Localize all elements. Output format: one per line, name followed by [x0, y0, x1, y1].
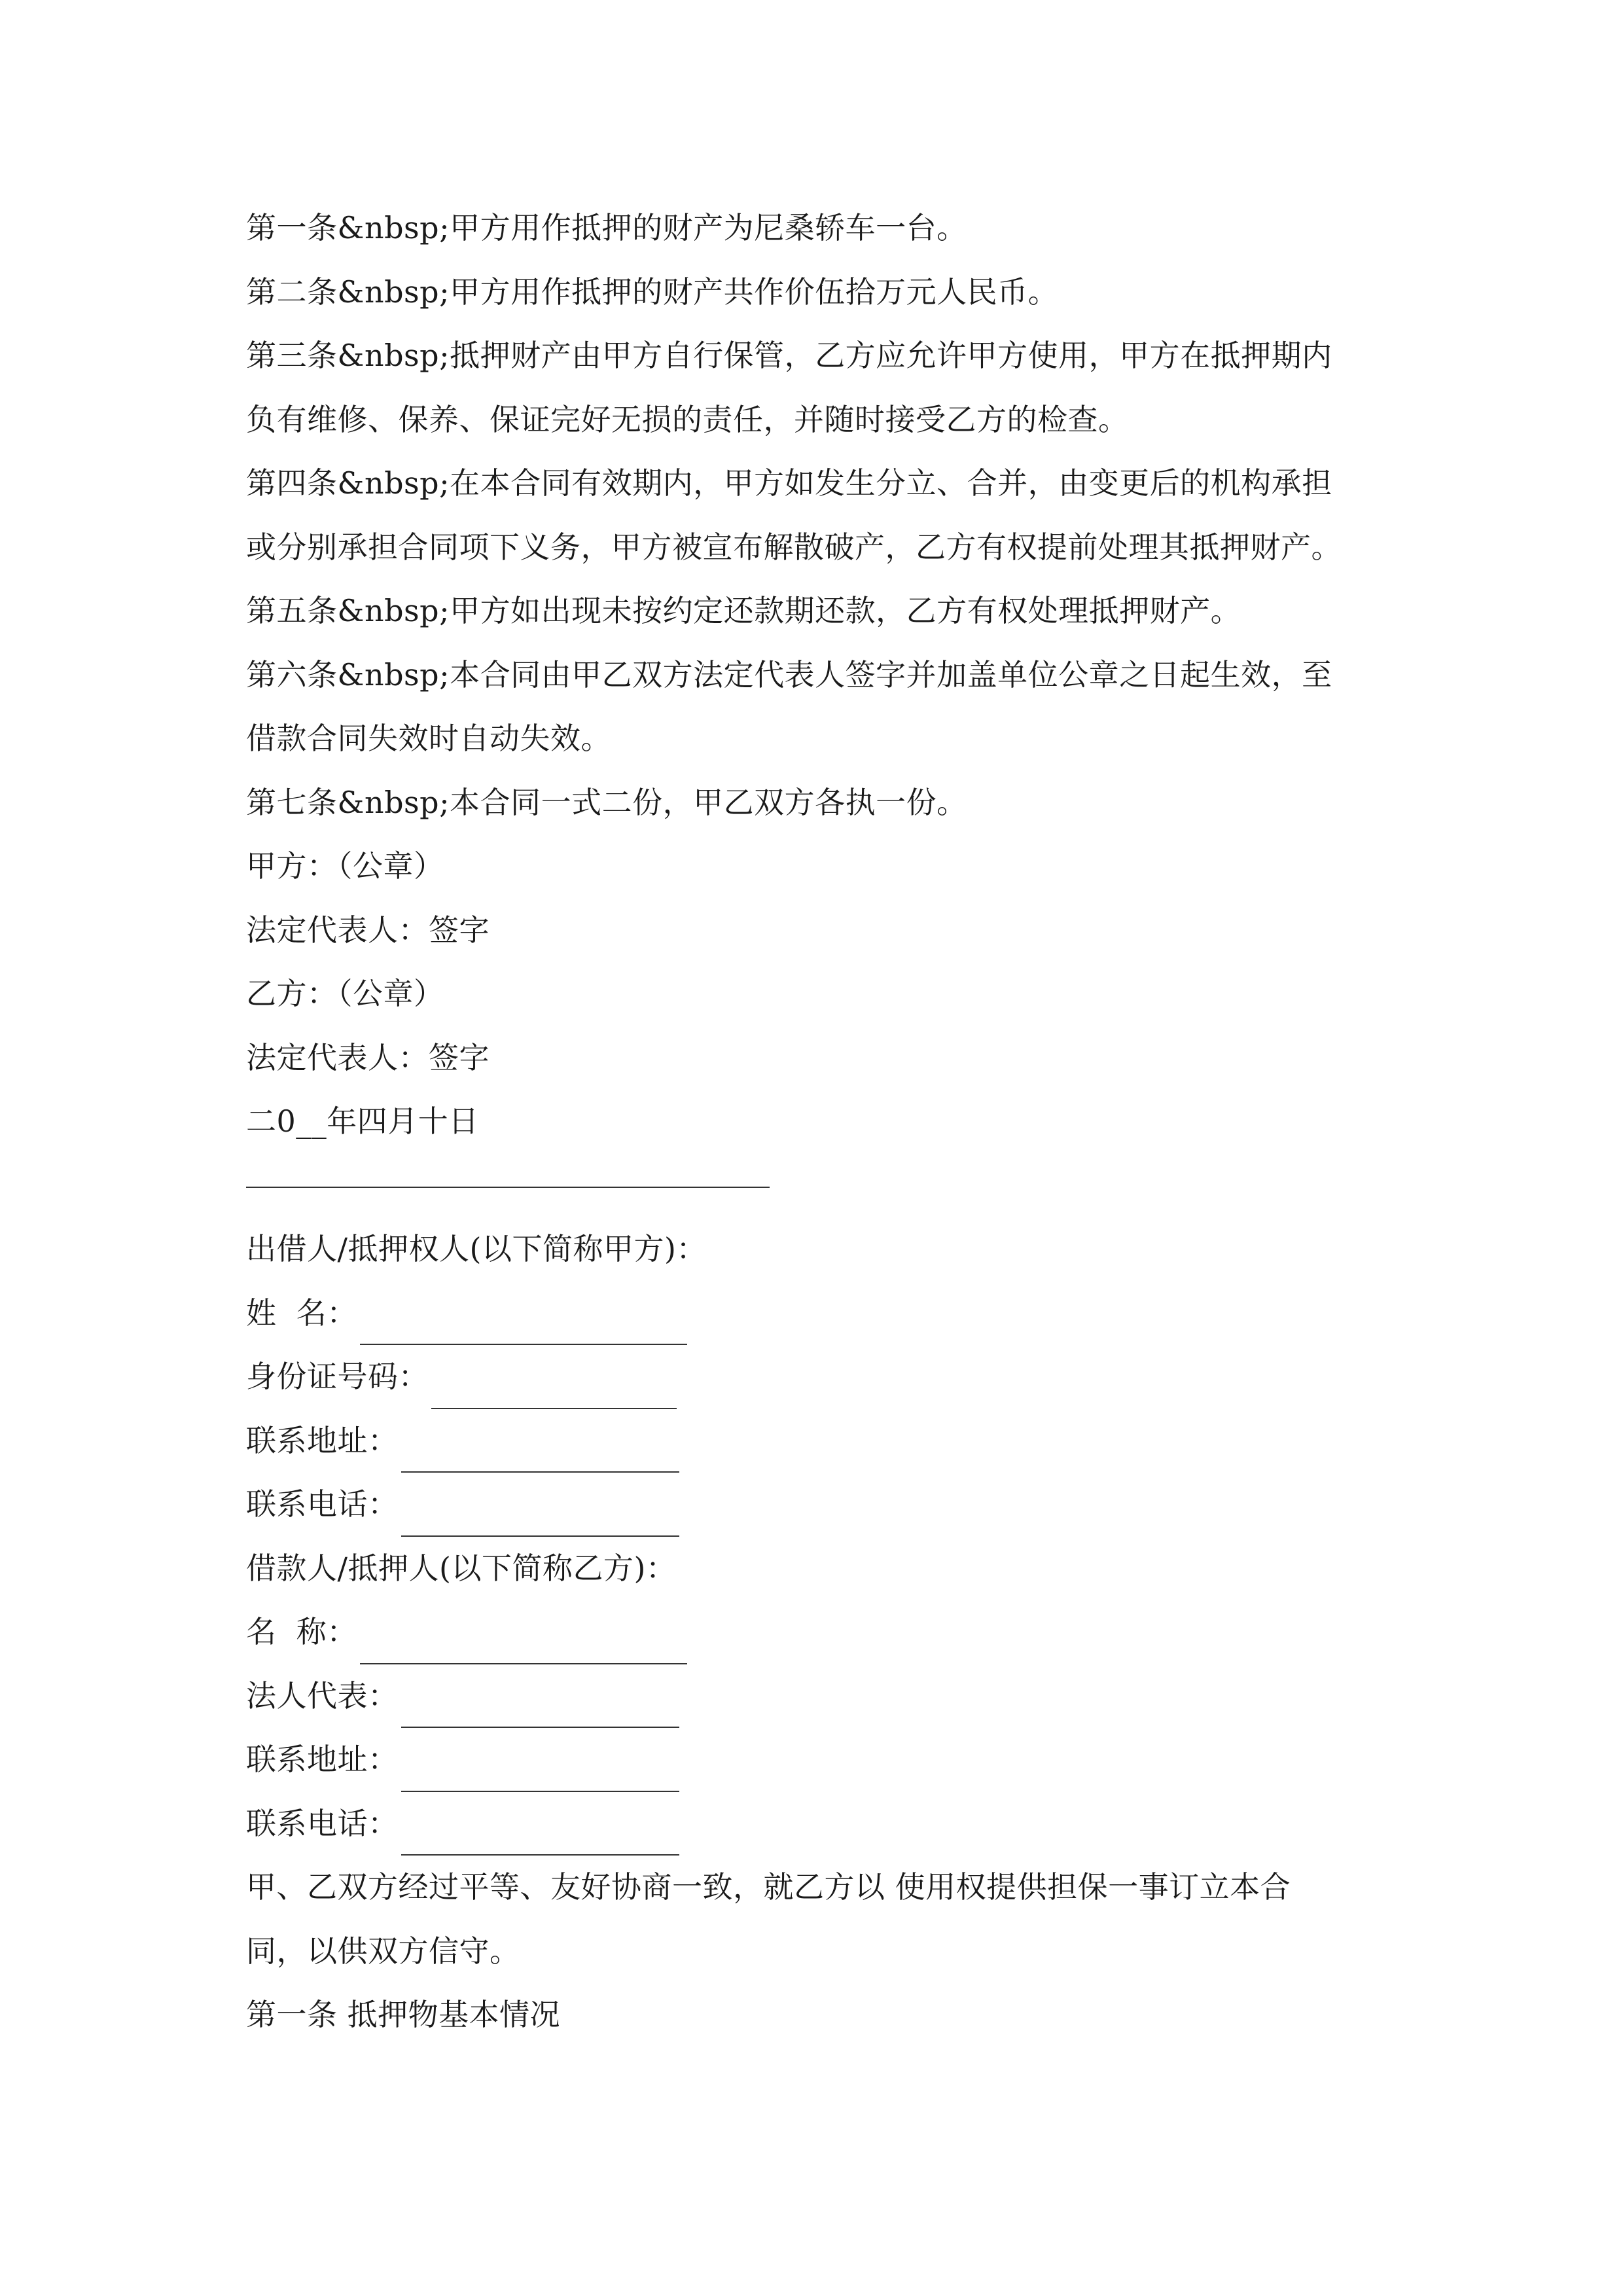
clause-line: 第二条&nbsp;甲方用作抵押的财产共作价伍拾万元人民币。: [246, 274, 1059, 310]
clause-line: 第一条&nbsp;甲方用作抵押的财产为尼桑轿车一台。: [246, 210, 967, 245]
borrower-phone-field: [246, 1792, 1385, 1856]
lender-name-blank: [360, 1300, 687, 1345]
lender-name-field: [246, 1282, 1385, 1346]
clause-line: 第七条&nbsp;本合同一式二份，甲乙双方各执一份。: [246, 784, 967, 820]
lender-phone-label: 联系电话：: [246, 1486, 399, 1522]
clause-line: 第四条&nbsp;在本合同有效期内，甲方如发生分立、合并，由变更后的机构承担: [246, 465, 1332, 501]
clause-line: 或分别承担合同项下义务，甲方被宣布解散破产，乙方有权提前处理其抵押财产。: [246, 529, 1342, 565]
lender-address-field: [246, 1409, 1385, 1473]
clause-line: 借款合同失效时自动失效。: [246, 721, 611, 756]
closing-line: 甲、乙双方经过平等、友好协商一致，就乙方以 使用权提供担保一事订立本合: [246, 1869, 1291, 1905]
party-b-seal: 乙方：（公章）: [246, 976, 444, 1011]
lender-address-blank: [401, 1428, 679, 1473]
lender-name-label: 姓 名：: [246, 1295, 357, 1331]
party-a-seal: 甲方：（公章）: [246, 848, 444, 884]
borrower-rep-label: 法人代表：: [246, 1677, 399, 1713]
lender-id-label: 身份证号码：: [246, 1359, 429, 1394]
borrower-address-field: [246, 1728, 1385, 1792]
lender-address-label: 联系地址：: [246, 1422, 399, 1458]
borrower-phone-label: 联系电话：: [246, 1805, 399, 1841]
signing-date: 二0__年四月十日: [246, 1103, 479, 1139]
borrower-heading: 借款人/抵押人(以下简称乙方)：: [246, 1550, 677, 1586]
borrower-name-blank: [360, 1620, 687, 1664]
article-heading: 第一条 抵押物基本情况: [246, 1997, 561, 2032]
lender-heading: 出借人/抵押权人(以下简称甲方)：: [246, 1231, 707, 1266]
borrower-name-label: 名 称：: [246, 1614, 357, 1649]
clause-line: 第六条&nbsp;本合同由甲乙双方法定代表人签字并加盖单位公章之日起生效，至: [246, 656, 1332, 692]
borrower-name-field: [246, 1600, 1385, 1664]
section-divider: [246, 1154, 1385, 1218]
borrower-address-blank: [401, 1748, 679, 1792]
borrower-phone-blank: [401, 1811, 679, 1856]
closing-line: 同，以供双方信守。: [246, 1933, 520, 1969]
clause-line: 负有维修、保养、保证完好无损的责任，并随时接受乙方的检查。: [246, 401, 1129, 437]
party-a-representative: 法定代表人：签字: [246, 912, 490, 948]
lender-id-field: [246, 1345, 1385, 1409]
borrower-rep-blank: [401, 1683, 679, 1728]
clause-line: 第五条&nbsp;甲方如出现未按约定还款期还款，乙方有权处理抵押财产。: [246, 593, 1241, 628]
party-b-representative: 法定代表人：签字: [246, 1039, 490, 1075]
clause-line: 第三条&nbsp;抵押财产由甲方自行保管，乙方应允许甲方使用，甲方在抵押期内: [246, 338, 1332, 373]
lender-phone-field: [246, 1473, 1385, 1537]
lender-id-blank: [431, 1365, 677, 1409]
borrower-rep-field: [246, 1664, 1385, 1729]
document-page: [246, 196, 1385, 2047]
borrower-address-label: 联系地址：: [246, 1742, 399, 1777]
lender-phone-blank: [401, 1492, 679, 1537]
